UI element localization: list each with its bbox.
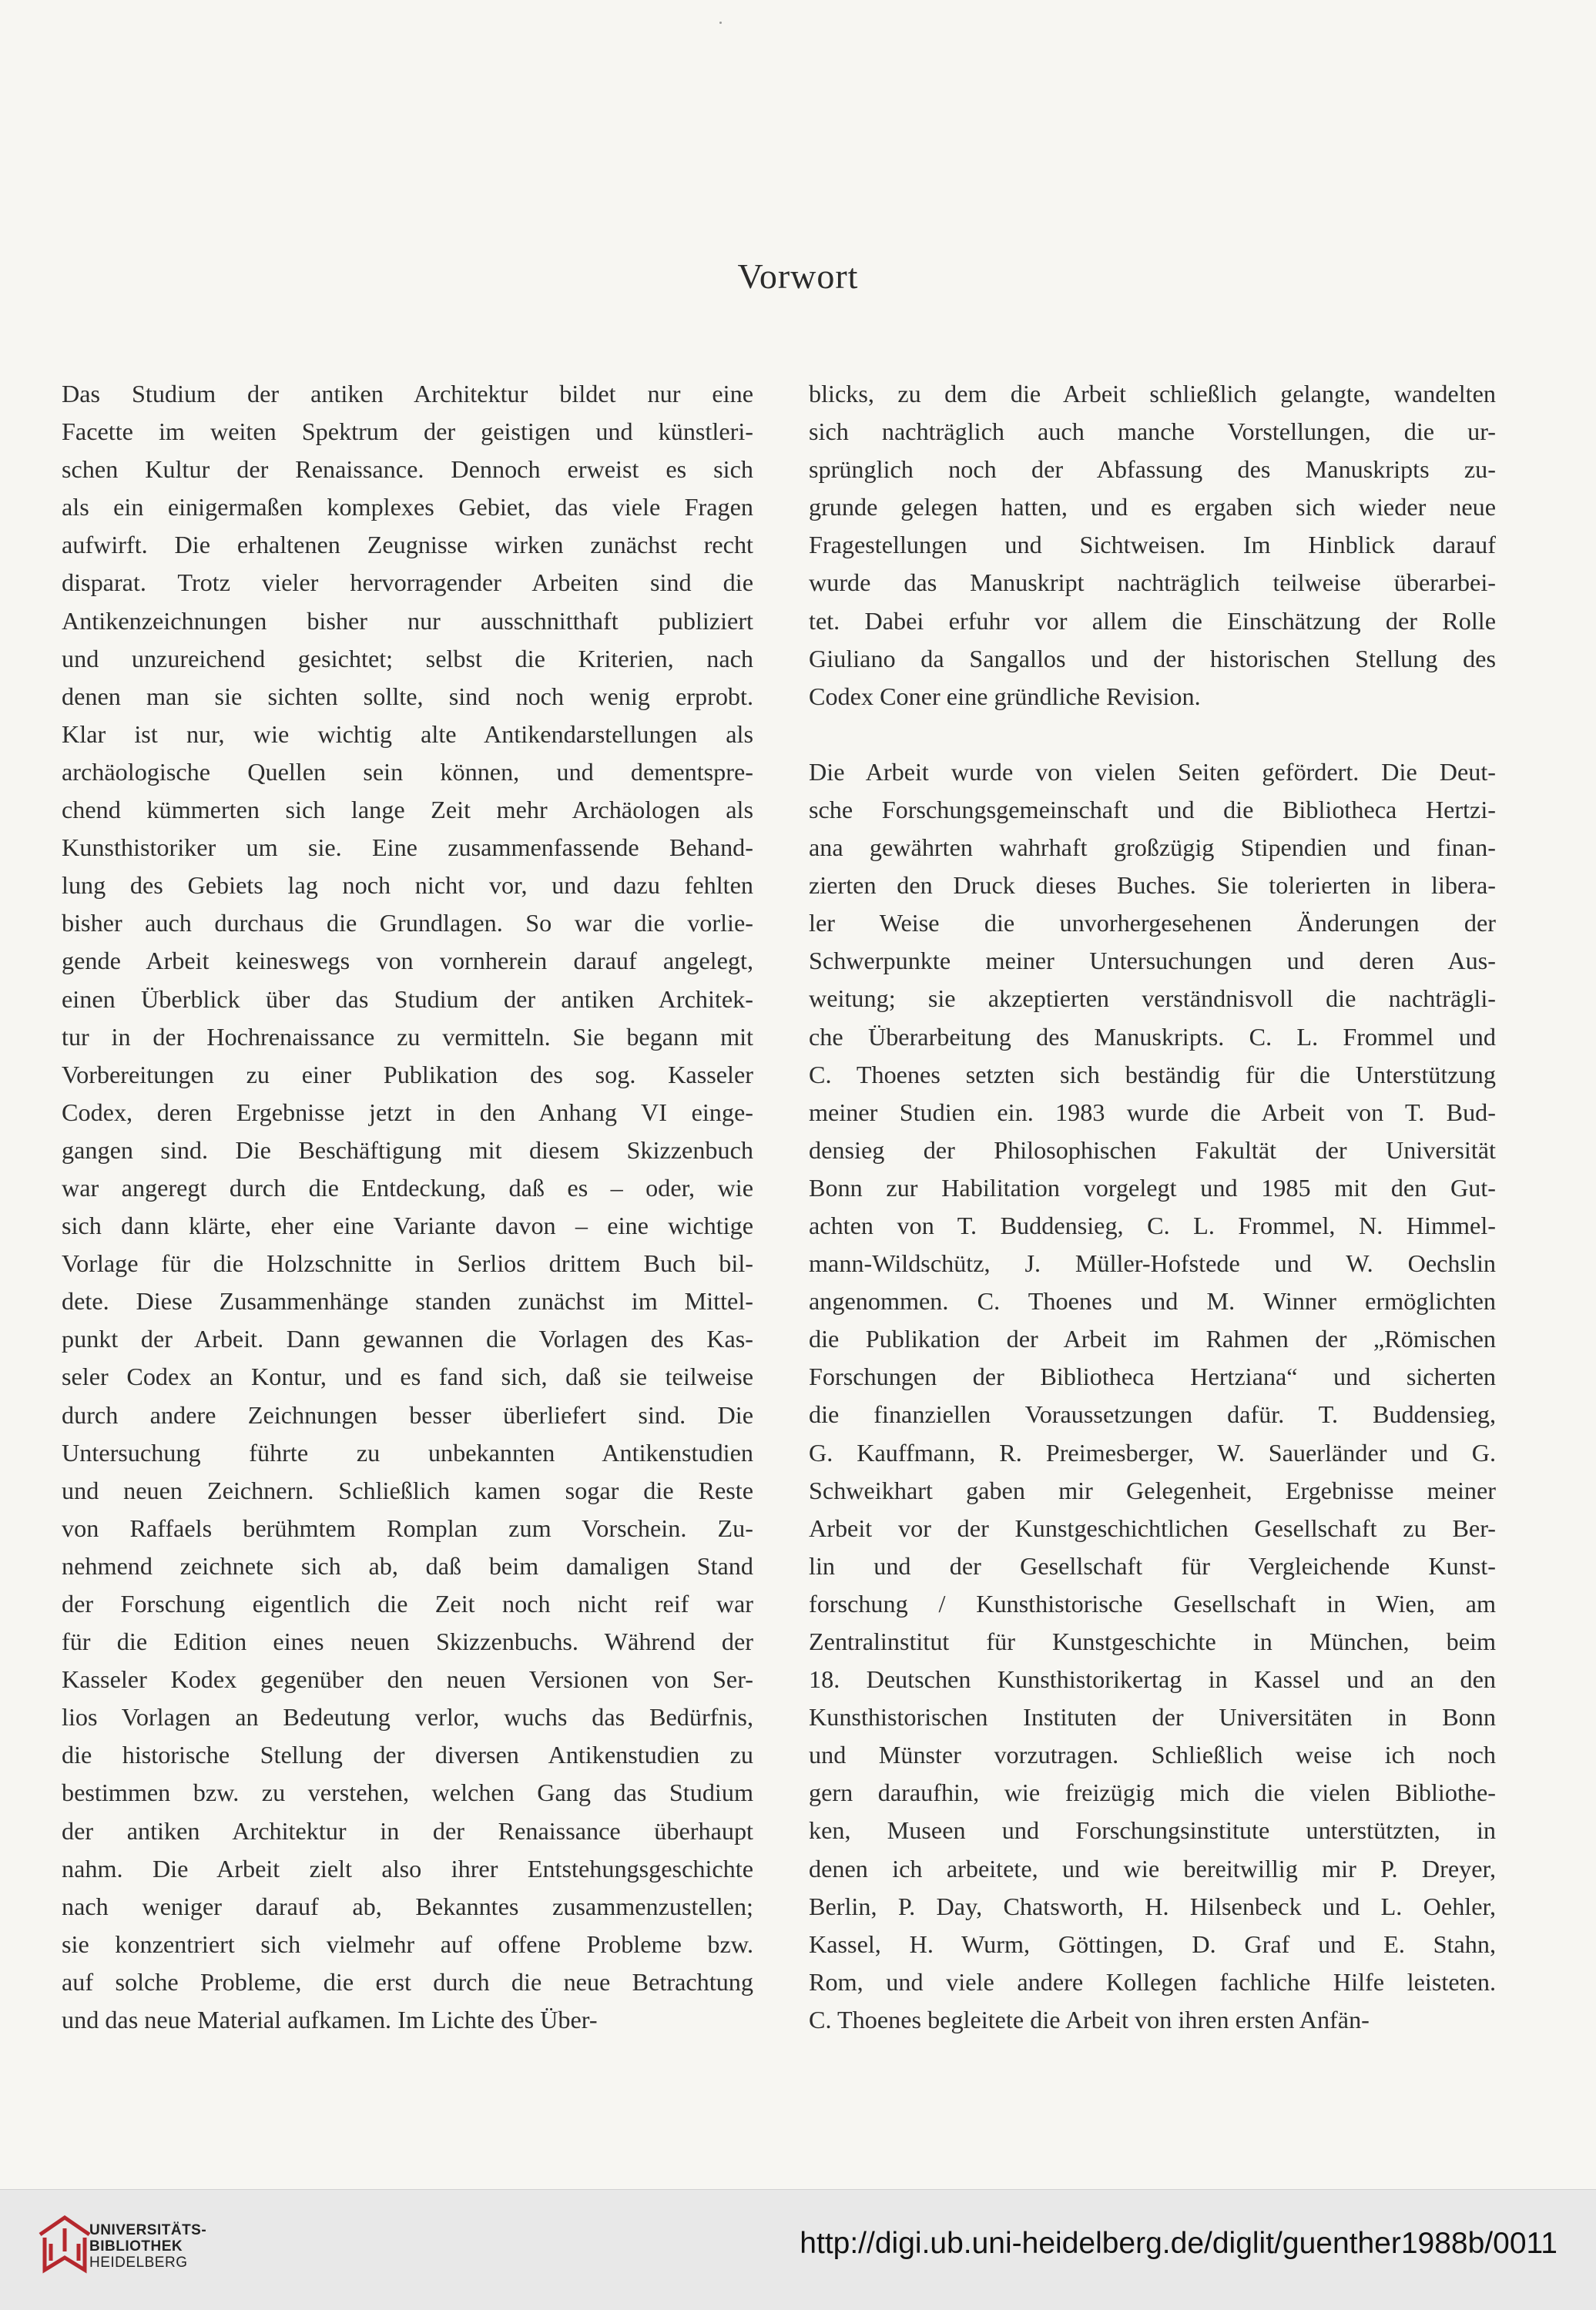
document-url-link[interactable]: http://digi.ub.uni-heidelberg.de/diglit/guenther1988b/0011 [800,2227,1557,2260]
text-line: Facette im weiten Spektrum der geistigen und künstleri- [62,417,753,446]
text-line: bisher auch durchaus die Grundlagen. So war die vorlie- [62,909,753,937]
text-line: die historische Stellung der diversen Antikenstudien zu [62,1741,753,1769]
text-line: Codex, deren Ergebnisse jetzt in den Anhang VI einge- [62,1098,753,1126]
text-line: gende Arbeit keineswegs von vornherein darauf angelegt, [62,947,753,975]
library-name-line1: UNIVERSITÄTS- [89,2222,207,2238]
text-line: G. Kauffmann, R. Preimesberger, W. Sauerländer und G. [809,1438,1496,1467]
text-line: Untersuchung führte zu unbekannten Antikenstudien [62,1438,753,1467]
text-line: für die Edition eines neuen Skizzenbuchs. Während der [62,1628,753,1656]
text-line: von Raffaels berühmtem Romplan zum Vorschein. Zu- [62,1514,753,1542]
text-line: gern daraufhin, wie freizügig mich die vielen Bibliothe- [809,1779,1496,1807]
text-line: Forschungen der Bibliotheca Hertziana“ und sicherten [809,1363,1496,1391]
text-line: zierten den Druck dieses Buches. Sie tolerierten in libera- [809,871,1496,900]
text-line: forschung / Kunsthistorische Gesellschaft in Wien, am [809,1589,1496,1618]
text-line: bestimmen bzw. zu verstehen, welchen Gang das Studium [62,1779,753,1807]
text-line: Kunsthistorischen Instituten der Universitäten in Bonn [809,1703,1496,1732]
text-line: wurde das Manuskript nachträglich teilweise überarbei- [809,568,1496,597]
text-line: lin und der Gesellschaft für Vergleichende Kunst- [809,1551,1496,1580]
text-line: Berlin, P. Day, Chatsworth, H. Hilsenbeck und L. Oehler, [809,1892,1496,1920]
footer-bar [0,2189,1596,2310]
text-line: Schwerpunkte meiner Untersuchungen und deren Aus- [809,947,1496,975]
text-line: einen Überblick über das Studium der antiken Architek- [62,984,753,1013]
text-line: und das neue Material aufkamen. Im Lichte des Über- [62,2006,598,2034]
text-line: punkt der Arbeit. Dann gewannen die Vorlagen des Kas- [62,1325,753,1353]
library-logo-icon [34,2211,97,2278]
text-line: Giuliano da Sangallos und der historischen Stellung des [809,644,1496,672]
library-name [89,2222,206,2271]
text-line: auf solche Probleme, die erst durch die neue Betrachtung [62,1967,753,1996]
text-line: C. Thoenes begleitete die Arbeit von ihren ersten Anfän- [809,2005,1370,2033]
text-line: sie konzentriert sich vielmehr auf offene Probleme bzw. [62,1929,753,1958]
text-line: gangen sind. Die Beschäftigung mit diesem Skizzenbuch [62,1135,753,1164]
text-line: Vorlage für die Holzschnitte in Serlios drittem Buch bil- [62,1249,753,1278]
text-line: und neuen Zeichnern. Schließlich kamen sogar die Reste [62,1476,753,1504]
text-line: der antiken Architektur in der Renaissance überhaupt [62,1816,753,1845]
text-line: sche Forschungsgemeinschaft und die Bibliotheca Hertzi- [809,795,1496,823]
text-line: durch andere Zeichnungen besser überliefert sind. Die [62,1400,753,1429]
text-line: Das Studium der antiken Architektur bildet nur eine [62,380,753,407]
text-line: aufwirft. Die erhaltenen Zeugnisse wirken zunächst recht [62,531,753,559]
text-line: Kassel, H. Wurm, Göttingen, D. Graf und E. Stahn, [809,1929,1496,1958]
paragraph-1 [809,375,1496,716]
text-line: weitung; sie akzeptierten verständnisvoll die nachträgli- [809,984,1496,1013]
text-line: sprünglich noch der Abfassung des Manuskripts zu- [809,455,1496,484]
text-line: Kasseler Kodex gegenüber den neuen Versionen von Ser- [62,1665,753,1694]
text-line: achten von T. Buddensieg, C. L. Frommel, N. Himmel- [809,1211,1496,1239]
text-line: nach weniger darauf ab, Bekanntes zusammenzustellen; [62,1892,753,1920]
text-line: ler Weise die unvorhergesehenen Änderungen der [809,909,1496,937]
text-line: Schweikhart gaben mir Gelegenheit, Ergebnisse meiner [809,1476,1496,1504]
text-line: tur in der Hochrenaissance zu vermitteln. Sie begann mit [62,1022,753,1051]
text-line: Antikenzeichnungen bisher nur ausschnitthaft publiziert [62,606,753,635]
text-line: tet. Dabei erfuhr vor allem die Einschätzung der Rolle [809,606,1496,635]
text-line: disparat. Trotz vieler hervorragender Arbeiten sind die [62,568,753,597]
text-line: densieg der Philosophischen Fakultät der Universität [809,1135,1496,1164]
text-line: seler Codex an Kontur, und es fand sich, daß sie teilweise [62,1363,753,1391]
text-line: und unzureichend gesichtet; selbst die Kriterien, nach [62,644,753,672]
text-line: meiner Studien ein. 1983 wurde die Arbeit von T. Bud- [809,1098,1496,1126]
text-line: war angeregt durch die Entdeckung, daß es – oder, wie [62,1173,753,1202]
library-name-line2: BIBLIOTHEK [89,2238,183,2255]
text-line: die finanziellen Voraussetzungen dafür. T. Buddensieg, [809,1400,1496,1429]
text-line: Vorbereitungen zu einer Publikation des sog. Kasseler [62,1060,753,1088]
text-line: nahm. Die Arbeit zielt also ihrer Entstehungsgeschichte [62,1854,753,1883]
text-line: lios Vorlagen an Bedeutung verlor, wuchs das Bedürfnis, [62,1703,753,1732]
text-line: 18. Deutschen Kunsthistorikertag in Kassel und an den [809,1665,1496,1694]
text-line: grunde gelegen hatten, und es ergaben sich wieder neue [809,493,1496,521]
left-column [62,375,753,2039]
text-line: blicks, zu dem die Arbeit schließlich gelangte, wandelten [809,380,1496,407]
text-line: archäologische Quellen sein können, und dementspre- [62,757,753,786]
text-line: mann-Wildschütz, J. Müller-Hofstede und W. Oechslin [809,1249,1496,1278]
text-line: Fragestellungen und Sichtweisen. Im Hinblick darauf [809,531,1496,559]
text-line: sich nachträglich auch manche Vorstellungen, die ur- [809,417,1496,446]
text-line: dete. Diese Zusammenhänge standen zunächst im Mittel- [62,1287,753,1316]
right-column [809,375,1496,2039]
text-line: Kunsthistoriker um sie. Eine zusammenfassende Behand- [62,833,753,862]
text-line: der Forschung eigentlich die Zeit noch nicht reif war [62,1590,753,1618]
text-line: und Münster vorzutragen. Schließlich weise ich noch [809,1741,1496,1769]
text-line: als ein einigermaßen komplexes Gebiet, das viele Fragen [62,493,753,521]
text-line: angenommen. C. Thoenes und M. Winner ermöglichten [809,1287,1496,1316]
text-line: che Überarbeitung des Manuskripts. C. L. Frommel und [809,1022,1496,1051]
text-line: Arbeit vor der Kunstgeschichtlichen Gesellschaft zu Ber- [809,1514,1496,1542]
scan-mark [719,22,722,24]
text-line: ana gewährten wahrhaft großzügig Stipendien und finan- [809,833,1496,862]
text-line: Rom, und viele andere Kollegen fachliche Hilfe leisteten. [809,1967,1496,1996]
text-line: die Publikation der Arbeit im Rahmen der „Römischen [809,1325,1496,1353]
text-line: C. Thoenes setzten sich beständig für die Unterstützung [809,1060,1496,1088]
text-line: ken, Museen und Forschungsinstitute unterstützten, in [809,1816,1496,1845]
text-line: denen man sie sichten sollte, sind noch wenig erprobt. [62,682,753,710]
text-line: Zentralinstitut für Kunstgeschichte in München, beim [809,1628,1496,1655]
text-line: nehmend zeichnete sich ab, daß beim damaligen Stand [62,1551,753,1580]
text-line: Klar ist nur, wie wichtig alte Antikendarstellungen als [62,719,753,748]
text-line: chend kümmerten sich lange Zeit mehr Archäologen als [62,796,753,824]
page-title: Vorwort [737,256,859,296]
text-line: sich dann klärte, eher eine Variante davon – eine wichtige [62,1212,753,1240]
text-line: lung des Gebiets lag noch nicht vor, und dazu fehlten [62,871,753,900]
text-line: denen ich arbeitete, und wie bereitwillig mir P. Dreyer, [809,1854,1496,1883]
text-line: Bonn zur Habilitation vorgelegt und 1985 mit den Gut- [809,1173,1496,1202]
text-line: Die Arbeit wurde von vielen Seiten gefördert. Die Deut- [809,757,1496,786]
paragraph-2 [809,753,1496,2039]
text-line: Codex Coner eine gründliche Revision. [809,682,1201,710]
library-name-line3: HEIDELBERG [89,2255,188,2271]
text-line: schen Kultur der Renaissance. Dennoch erweist es sich [62,455,753,484]
